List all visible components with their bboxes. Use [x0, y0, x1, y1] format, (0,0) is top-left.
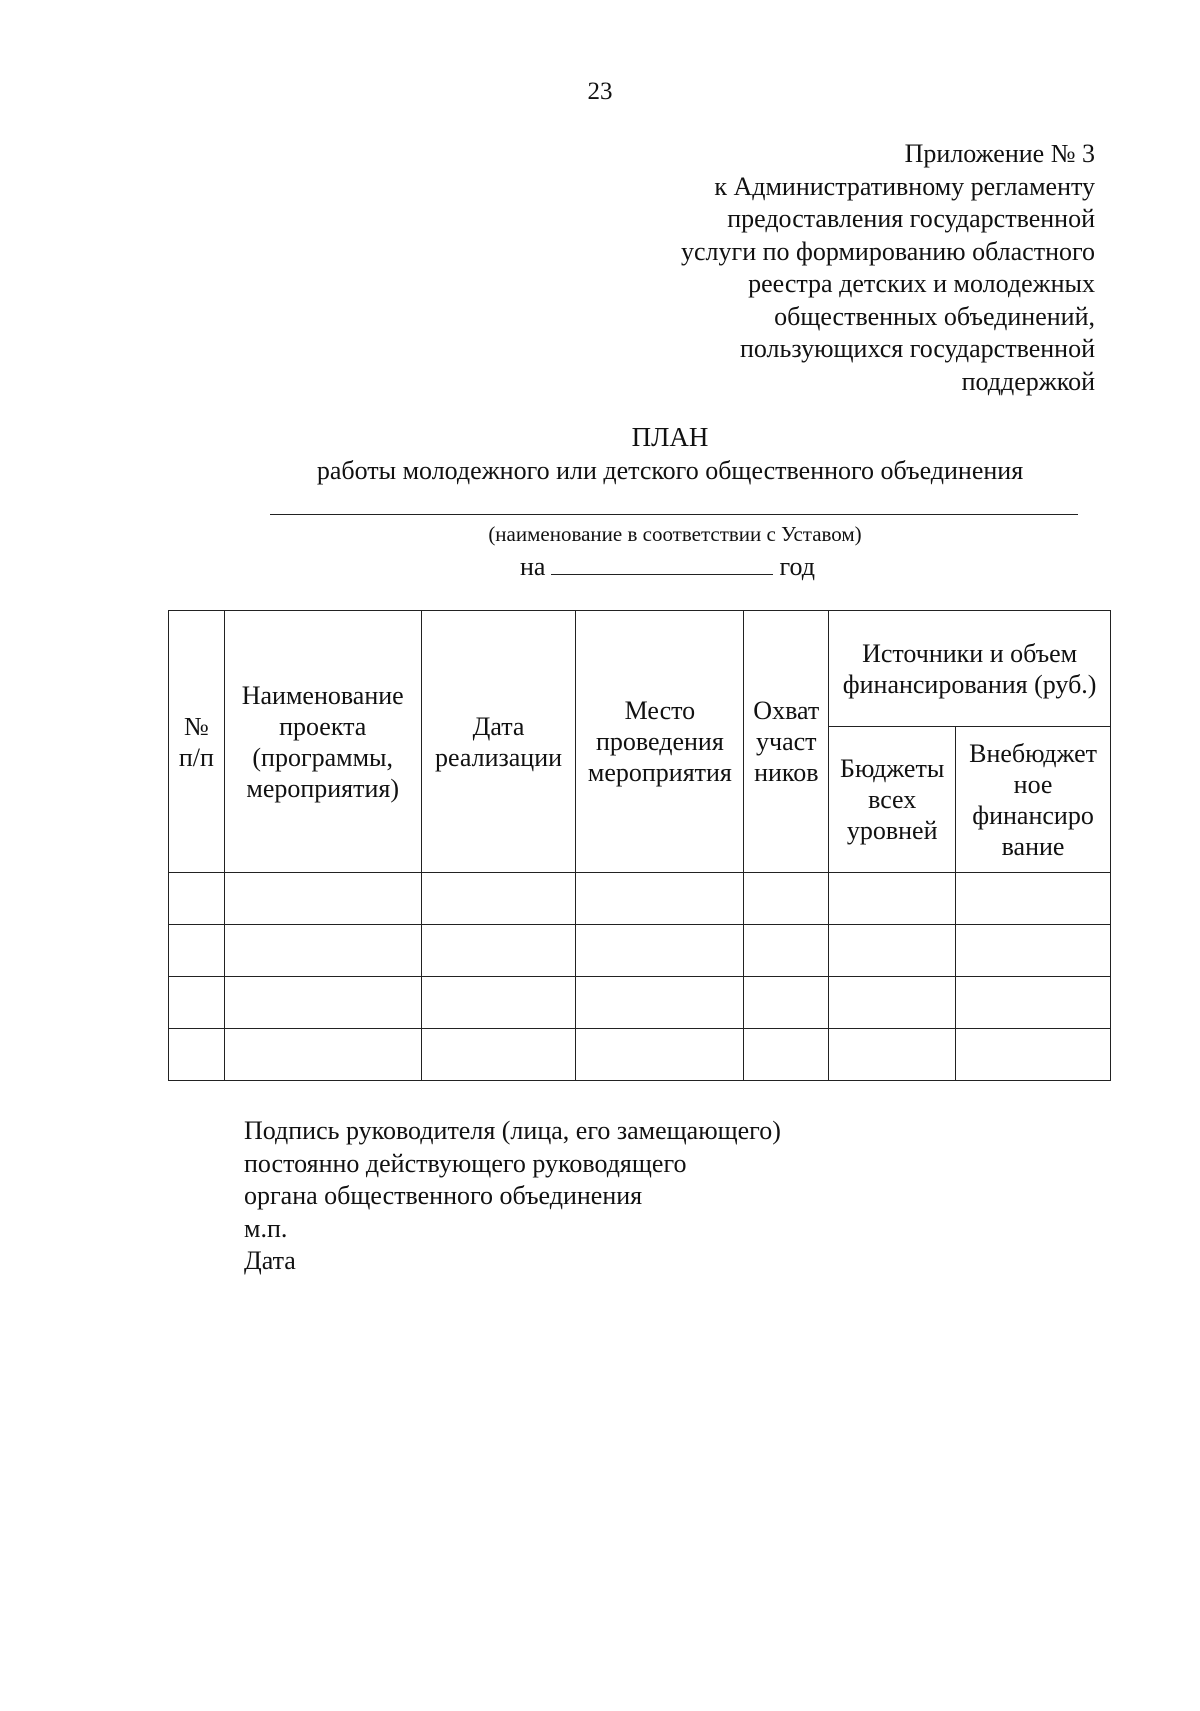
signature-line: Подпись руководителя (лица, его замещающего) [244, 1116, 781, 1145]
year-row [520, 552, 815, 582]
plan-title: ПЛАН [631, 422, 709, 452]
table-cell [169, 873, 225, 925]
header-extrabudget: Внебюджет ное финансиро вание [956, 727, 1111, 873]
signature-line: органа общественного объединения [244, 1181, 643, 1210]
appendix-line: предоставления государственной [727, 204, 1095, 233]
table-cell [829, 925, 956, 977]
table-cell [169, 925, 225, 977]
year-blank-line [551, 552, 773, 575]
page-number: 23 [587, 78, 613, 105]
header-date: Дата реализации [421, 611, 576, 873]
appendix-line: к Административному регламенту [714, 171, 1095, 201]
table-cell [744, 977, 829, 1029]
appendix-line: поддержкой [961, 366, 1095, 396]
appendix-line: общественных объединений, [774, 301, 1095, 331]
table-header-row [169, 611, 1111, 727]
table-cell [744, 1029, 829, 1081]
header-funding: Источники и объем финансирования (руб.) [829, 611, 1111, 727]
appendix-line: реестра детских и молодежных [748, 269, 1095, 298]
plan-table [168, 610, 1111, 1081]
table-cell [224, 873, 421, 925]
appendix-line: услуги по формированию областного [681, 236, 1095, 266]
table-cell [576, 1029, 744, 1081]
organization-name-caption: (наименование в соответствии с Уставом) [488, 522, 862, 546]
table-cell [744, 873, 829, 925]
table-row [169, 1029, 1111, 1081]
table-cell [421, 873, 576, 925]
date-label: Дата [244, 1246, 296, 1275]
table-cell [829, 1029, 956, 1081]
header-number: № п/п [169, 611, 225, 873]
header-place: Место проведения мероприятия [576, 611, 744, 873]
signature-line: постоянно действующего руководящего [244, 1148, 687, 1178]
organization-name-line [270, 514, 1078, 515]
table-cell [956, 925, 1111, 977]
header-project: Наименование проекта (программы, мероприятия) [224, 611, 421, 873]
table-cell [576, 873, 744, 925]
table-cell [956, 1029, 1111, 1081]
table-cell [169, 977, 225, 1029]
appendix-block [681, 138, 1095, 398]
table-cell [224, 1029, 421, 1081]
table-cell [169, 1029, 225, 1081]
table-row [169, 873, 1111, 925]
table-cell [956, 977, 1111, 1029]
appendix-line: Приложение № 3 [904, 139, 1095, 168]
table-cell [224, 977, 421, 1029]
table-cell [224, 925, 421, 977]
table-cell [829, 873, 956, 925]
table-cell [421, 1029, 576, 1081]
plan-subtitle: работы молодежного или детского общественного объединения [316, 456, 1024, 485]
table-cell [956, 873, 1111, 925]
header-coverage: Охват участ ников [744, 611, 829, 873]
table-cell [576, 977, 744, 1029]
table-cell [576, 925, 744, 977]
table-cell [421, 977, 576, 1029]
appendix-line: пользующихся государственной [739, 334, 1095, 363]
year-suffix: год [779, 552, 815, 581]
table-cell [744, 925, 829, 977]
header-budgets: Бюджеты всех уровней [829, 727, 956, 873]
table-row [169, 977, 1111, 1029]
table-cell [421, 925, 576, 977]
table-cell [829, 977, 956, 1029]
seal-mark: м.п. [244, 1213, 288, 1243]
signature-block [244, 1115, 781, 1278]
table-row [169, 925, 1111, 977]
year-prefix: на [520, 552, 546, 581]
